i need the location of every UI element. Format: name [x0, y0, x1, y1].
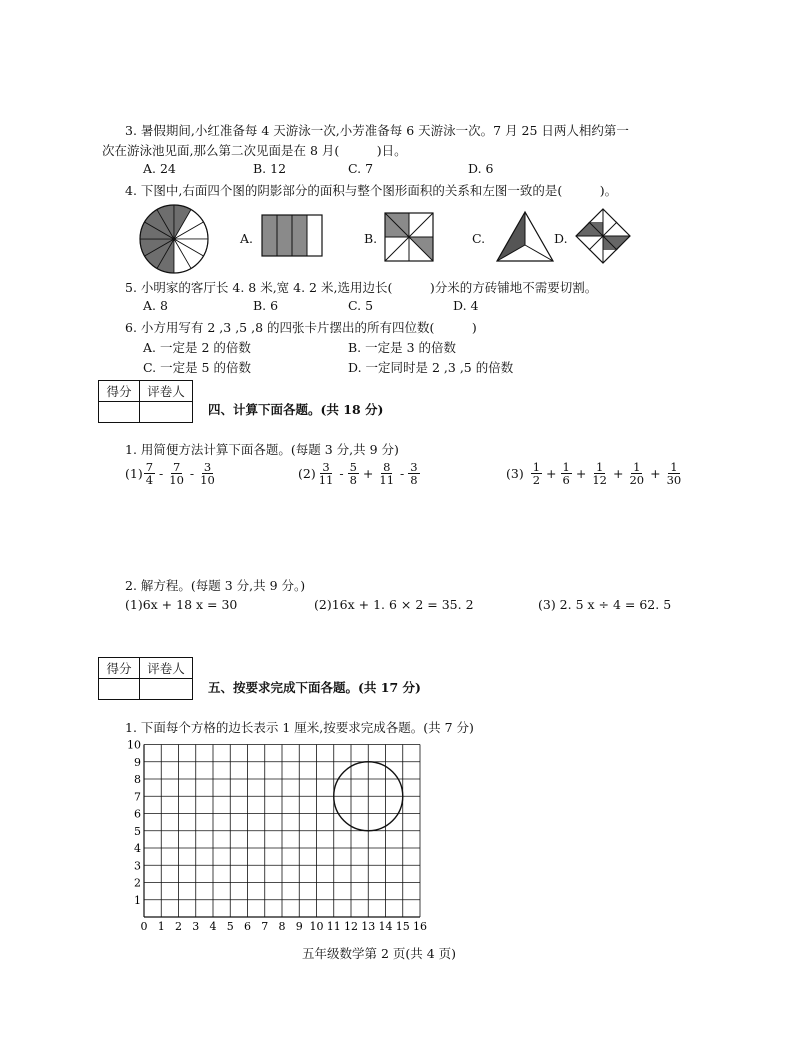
grader-label: 评卷人: [140, 381, 193, 402]
score-label: 得分: [99, 658, 140, 679]
fraction: $\frac{7}{10}$: [169, 460, 184, 487]
fraction: $\frac{1}{30}$: [666, 460, 682, 487]
calc-problem-1: (1) $\frac{7}{4}$ - $\frac{7}{10}$ - $\frac{3}{10}$: [125, 460, 215, 487]
q4-reference-pie-figure: [138, 203, 210, 275]
x-axis-tick-label: 3: [192, 920, 200, 933]
fraction: $\frac{1}{20}$: [629, 460, 645, 487]
fraction: $\frac{3}{10}$: [200, 460, 215, 487]
q4-stem: 4. 下图中,右面四个图的阴影部分的面积与整个图形面积的关系和左图一致的是( )。: [125, 183, 618, 198]
y-axis-tick-label: 2: [134, 876, 141, 890]
grader-cell[interactable]: [140, 679, 193, 700]
q3-stem-line1: 3. 暑假期间,小红准备每 4 天游泳一次,小芳准备每 6 天游泳一次。7 月 25 日两人相约第一: [125, 123, 629, 138]
x-axis-tick-label: 13: [361, 920, 376, 933]
fraction: $\frac{8}{11}$: [379, 460, 395, 487]
section5-score-box: [98, 657, 193, 700]
x-axis-tick-label: 12: [344, 920, 358, 933]
q5-option-d: D. 4: [453, 298, 479, 313]
q6-option-c: C. 一定是 5 的倍数: [143, 360, 251, 375]
fraction: $\frac{1}{6}$: [562, 460, 570, 487]
section4-sub1: 1. 用简便方法计算下面各题。(每题 3 分,共 9 分): [125, 442, 399, 457]
y-axis-tick-label: 6: [134, 807, 141, 821]
section5-sub1: 1. 下面每个方格的边长表示 1 厘米,按要求完成各题。(共 7 分): [125, 720, 474, 735]
x-axis-tick-label: 11: [326, 920, 341, 933]
q5-option-a: A. 8: [143, 298, 168, 313]
q6-option-b: B. 一定是 3 的倍数: [348, 340, 457, 355]
q3-option-b: B. 12: [253, 161, 287, 176]
y-axis-tick-label: 8: [134, 773, 141, 786]
q4-option-c-triangle-figure: [492, 209, 558, 265]
x-axis-tick-label: 7: [261, 920, 269, 933]
x-axis-tick-label: 10: [309, 920, 324, 933]
x-axis-tick-label: 0: [140, 920, 148, 933]
q4-label-c: C.: [472, 231, 486, 246]
q4-label-b: B.: [364, 231, 378, 246]
equation-2: (2)16x + 1. 6 × 2 = 35. 2: [314, 597, 474, 612]
grader-cell[interactable]: [140, 402, 193, 423]
x-axis-tick-label: 15: [395, 920, 410, 933]
section4-score-box: [98, 380, 193, 423]
x-axis-tick-label: 1: [157, 920, 165, 933]
fraction: $\frac{7}{4}$: [145, 460, 154, 487]
section4-title: 四、计算下面各题。(共 18 分): [208, 402, 384, 417]
fraction: $\frac{3}{11}$: [318, 460, 334, 487]
q4-label-a: A.: [240, 231, 254, 246]
q5-option-b: B. 6: [253, 298, 279, 313]
x-axis-tick-label: 14: [378, 920, 393, 933]
q4-option-b-square-figure: [383, 211, 435, 263]
y-axis-tick-label: 7: [134, 790, 141, 804]
y-axis-tick-label: 10: [127, 738, 141, 752]
q6-stem: 6. 小方用写有 2 ,3 ,5 ,8 的四张卡片摆出的所有四位数( ): [125, 320, 477, 335]
calc-problem-3: (3) $\frac{1}{2}$ + $\frac{1}{6}$ + $\frac{1}{12}$ + $\frac{1}{20}$ + $\frac{1}{30}$: [506, 460, 682, 487]
y-axis-tick-label: 3: [134, 859, 141, 873]
q4-option-d-diamond-figure: [574, 207, 632, 265]
x-axis-tick-label: 6: [244, 920, 251, 933]
x-axis-tick-label: 9: [295, 920, 303, 933]
fraction: $\frac{3}{8}$: [410, 460, 418, 487]
page-footer: 五年级数学第 2 页(共 4 页): [302, 946, 457, 961]
q4-label-d: D.: [554, 231, 568, 246]
x-axis-tick-label: 8: [278, 920, 286, 933]
equation-1: (1)6x + 18 x = 30: [125, 597, 238, 612]
x-axis-tick-label: 16: [413, 920, 427, 933]
calc-1-label: (1): [125, 466, 143, 481]
q3-option-c: C. 7: [348, 161, 374, 176]
y-axis-tick-label: 5: [134, 824, 141, 838]
y-axis-tick-label: 4: [134, 842, 141, 855]
y-axis-tick-label: 9: [134, 755, 141, 769]
q3-stem-line2: 次在游泳池见面,那么第二次见面是在 8 月( )日。: [102, 143, 407, 158]
q5-stem: 5. 小明家的客厅长 4. 8 米,宽 4. 2 米,选用边长( )分米的方砖铺地不需要切割。: [125, 280, 598, 295]
score-cell[interactable]: [99, 679, 140, 700]
score-cell[interactable]: [99, 402, 140, 423]
calc-3-label: (3): [506, 466, 524, 481]
q6-option-d: D. 一定同时是 2 ,3 ,5 的倍数: [348, 360, 514, 375]
fraction: $\frac{1}{12}$: [592, 460, 607, 487]
y-axis-tick-label: 1: [134, 893, 141, 907]
q3-option-d: D. 6: [468, 161, 494, 176]
q3-option-a: A. 24: [143, 161, 176, 176]
q6-option-a: A. 一定是 2 的倍数: [143, 340, 251, 355]
q5-option-c: C. 5: [348, 298, 374, 313]
fraction: $\frac{1}{2}$: [532, 460, 541, 487]
fraction: $\frac{5}{8}$: [349, 460, 357, 487]
equation-3: (3) 2. 5 x ÷ 4 = 62. 5: [538, 597, 672, 612]
x-axis-tick-label: 4: [209, 920, 217, 933]
section5-title: 五、按要求完成下面各题。(共 17 分): [208, 680, 421, 695]
calc-problem-2: (2) $\frac{3}{11}$ - $\frac{5}{8}$ + $\frac{8}{11}$ - $\frac{3}{8}$: [298, 460, 418, 487]
grader-label: 评卷人: [140, 658, 193, 679]
x-axis-tick-label: 5: [226, 920, 234, 933]
coordinate-grid[interactable]: [120, 736, 430, 936]
score-label: 得分: [99, 381, 140, 402]
section4-sub2: 2. 解方程。(每题 3 分,共 9 分。): [125, 578, 306, 593]
x-axis-tick-label: 2: [175, 920, 182, 933]
q4-option-a-rect-figure: [260, 213, 326, 258]
calc-2-label: (2): [298, 466, 316, 481]
